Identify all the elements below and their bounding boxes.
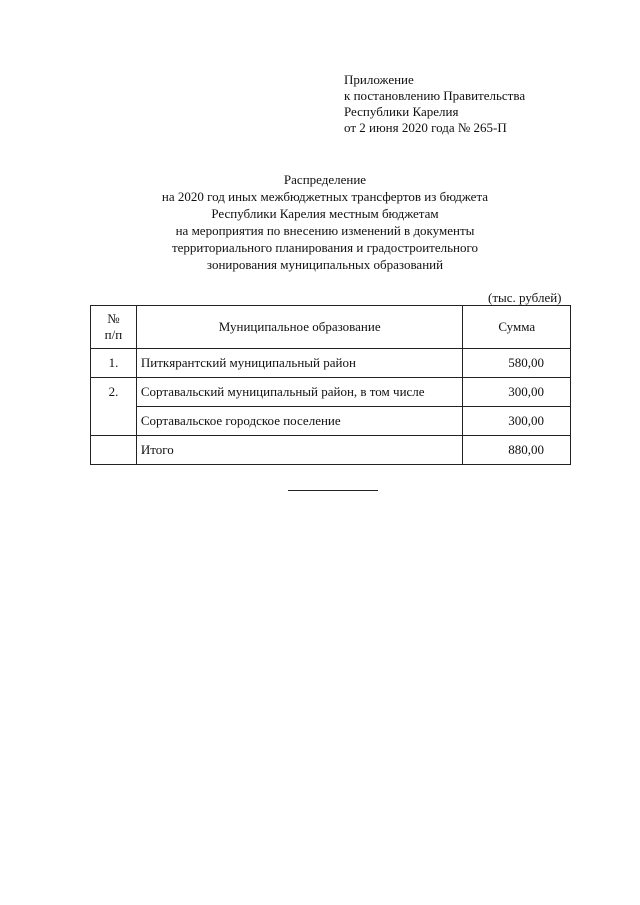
table-row-total — [91, 436, 571, 465]
title-line-6: зонирования муниципальных образований — [206, 257, 444, 272]
title-line-2: на 2020 год иных межбюджетных трансфертов из бюджета — [161, 189, 489, 204]
annex-header — [344, 72, 525, 136]
header-num — [91, 306, 137, 349]
annex-line-4: от 2 июня 2020 года № 265-П — [344, 120, 507, 135]
annex-line-1: Приложение — [344, 72, 414, 87]
row-name: Сортавальское городское поселение — [136, 407, 463, 436]
annex-line-3: Республики Карелия — [344, 104, 459, 119]
annex-line-2: к постановлению Правительства — [344, 88, 526, 103]
row-name: Итого — [136, 436, 463, 465]
table-row — [91, 378, 571, 407]
row-sum: 580,00 — [463, 349, 571, 378]
closing-rule — [288, 490, 378, 491]
header-num-line-1: № — [107, 311, 120, 326]
row-sum: 300,00 — [463, 407, 571, 436]
row-sum: 880,00 — [463, 436, 571, 465]
title-line-5: территориального планирования и градостроительного — [171, 240, 479, 255]
title-line-1: Распределение — [283, 172, 367, 187]
row-name: Сортавальский муниципальный район, в том числе — [136, 378, 463, 407]
header-sum: Сумма — [463, 306, 571, 349]
title-line-4: на мероприятия по внесению изменений в документы — [175, 223, 475, 238]
document-title — [60, 171, 590, 273]
distribution-table — [90, 305, 571, 465]
header-name: Муниципальное образование — [136, 306, 463, 349]
row-num: 2. — [91, 378, 137, 436]
table-header-row — [91, 306, 571, 349]
title-line-3: Республики Карелия местным бюджетам — [211, 206, 439, 221]
header-num-line-2: п/п — [104, 327, 123, 342]
row-name: Питкярантский муниципальный район — [136, 349, 463, 378]
row-num — [91, 436, 137, 465]
table-row — [91, 349, 571, 378]
table-row — [91, 407, 571, 436]
row-num: 1. — [91, 349, 137, 378]
units-label: (тыс. рублей) — [488, 290, 562, 305]
row-sum: 300,00 — [463, 378, 571, 407]
